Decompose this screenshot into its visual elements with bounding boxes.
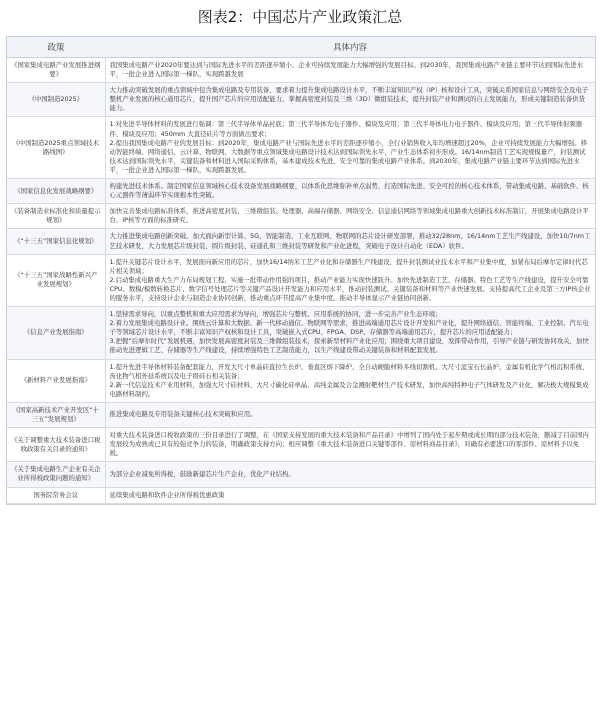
- policy-content-line: 为部分企业减免所得税，鼓励新建芯片生产企业，优化产业结构。: [109, 469, 295, 478]
- table-row: [7, 254, 595, 306]
- table-row: [7, 402, 595, 427]
- policy-table: [7, 37, 595, 504]
- policy-content-cell: [105, 117, 595, 179]
- page-title: 图表2：中国芯片产业政策汇总: [197, 8, 403, 26]
- policy-content-line: 延续集成电路和软件企业所得税优惠政策: [109, 490, 225, 499]
- policy-content-line: 2.新一代信息技术产业用材料，加强大尺寸硅材料、大尺寸碳化硅单晶、高纯金属及合金溅射靶材生产技术研发，加快高纯特种电子气体研发及产业化，解决极大规模集成电路材料制约。: [109, 380, 589, 398]
- policy-content-line: 1.坚持需求导向，以重点整机和重大应用需求为导向，增强芯片与整机、应用系统的协同，进一步完善产业生态环境；: [109, 310, 442, 319]
- header-content: 具体内容: [105, 37, 595, 58]
- policy-content-cell: [105, 359, 595, 402]
- policy-content-cell: [105, 229, 595, 254]
- table-row: [7, 359, 595, 402]
- table-row: [7, 487, 595, 503]
- policy-content-line: 2.提出我国集成电路产业的发展目标：到2020年，集成电路产业与国际先进水平的差距逐步缩小，全行业销售收入年均增速超过20%，企业可持续发展能力大幅增强。移动智能终端、网络通信、云计算、物联网、大数据等重点领域集成电路设计技术达到国际领先水平，产业生态体系初步形成。16/14nm制造工艺实现规模量产，封装测试技术达到国际领先水平，关键装备和材料进入国际采购体系，基本建成技术先进、安全可靠的集成电路产业体系。到2030年，集成电路产业链主要环节达到国际先进水平，一批企业进入国际第一梯队，实现跨越发展。: [109, 138, 588, 174]
- policy-name-cell: 《国家信息化发展战略纲要》: [7, 179, 105, 204]
- table-row: [7, 462, 595, 487]
- table-row: [7, 179, 595, 204]
- policy-content-line: 加快完善集成电路标准体系，推进高密度封装、三维微组装、处理器、高端存储器、网络安全、信息通信网络等领域集成电路重大创新技术标准制订，开展集成电路设计平台、IP核等方面的标准研究。: [109, 207, 589, 225]
- policy-name-cell: 《装备制造业标准化和质量提示规划》: [7, 204, 105, 229]
- table-row: [7, 428, 595, 462]
- policy-name-cell: 《关于集成电路生产企业有关企业所得税政策问题的通知》: [7, 462, 105, 487]
- policy-content-line: 3.把握“后摩尔时代”发展机遇，加快发展高密度封装及三维微组装技术，探索新型材料产业化应用；围绕重大项目建设，发挥带动作用，引导产业链与研发协同攻关，加快推动先进逻辑工艺、存储器等生产线建设，持续增强特色工艺制造能力，以生产线建设带动关键装备和材料配套发展。: [109, 337, 589, 355]
- policy-content-cell: [105, 462, 595, 487]
- table-row: [7, 204, 595, 229]
- policy-name-cell: 《国家集成电路产业发展推进纲要》: [7, 58, 105, 83]
- policy-content-cell: [105, 58, 595, 83]
- policy-content-line: 大力推动突破发展的重点领域中包含集成电路及专用装备，要求着力提升集成电路设计水平，不断丰富知识产权（IP）核和设计工具，突破关系国家信息与网络安全及电子整机产业发展的核心通用芯片，提升国产芯片的应用适配能力，掌握高密度封装及三维（3D）微组装技术，提升封装产业和测试的自主发展能力，形成关键制造装备供货能力。: [109, 86, 589, 113]
- policy-name-cell: 《新材料产业发展指南》: [7, 359, 105, 402]
- policy-content-cell: [105, 83, 595, 117]
- policy-name-cell: 《中国制造2025重点领域技术路线图》: [7, 117, 105, 179]
- policy-name-cell: 《信息产业发展指南》: [7, 307, 105, 359]
- table-row: [7, 83, 595, 117]
- policy-content-line: 2.着力发展集成电路设计业。围绕云计算和大数据、新一代移动通信、物联网等需求，推进高端通用芯片设计开发和产业化，提升网络通信、智能终端、工业控制、汽车电子等领域芯片设计水平，不断丰富知识产权核和设计工具，突破嵌入式CPU、FPGA、DSP、存储器等高端通用芯片，提升芯片的应用适配能力；: [109, 319, 589, 337]
- policy-content-cell: [105, 402, 595, 427]
- table-header-row: [7, 37, 595, 58]
- policy-name-cell: 《中国制造2025》: [7, 83, 105, 117]
- policy-content-cell: [105, 179, 595, 204]
- policy-content-line: 1.对先进半导体材料的发展进行强调：第三代半导体单晶衬底；第三代半导体光电子器件、模块及应用；第三代半导体电力电子器件、模块及应用；第三代半导体射频器件、模块及应用；450mm 大直径硅片等方面做出要求；: [109, 120, 583, 138]
- policy-content-line: 1.提升先进半导体材料装备配套能力，开发大尺寸单晶硅直拉生长炉、垂直区熔下降炉、全自动硬脆材料多线切割机、大尺寸蓝宝石长晶炉、金属有机化学气相沉积系统、齿化物气相外延系统以及电子级硅石相关装备；: [109, 362, 589, 380]
- policy-content-cell: [105, 254, 595, 306]
- table-row: [7, 58, 595, 83]
- policy-content-line: 对重大技术装备进口税收政策的三份目录进行了调整，在《国家支持发展的重大技术装备和产品目录》中增列了国内处于起步期或成长期的部分技术装备，删减了目前国内发展较为成熟或已具有较强竞争力的装备，明确政策支持方向；相应调整《重大技术装备进口关键零部件、原材料商品目录》，对确有必要进口的零部件、原材料予以免税。: [109, 431, 589, 458]
- policy-content-line: 1.提升关键芯片设计水平，发展面向新应用的芯片，加快16/14纳米工艺产业化和存储器生产线建设，提升封装测试业技术水平和产业集中度，加紧布局后摩尔定律时代芯片相关领域；: [109, 257, 588, 275]
- table-row: [7, 229, 595, 254]
- policy-content-cell: [105, 307, 595, 359]
- policy-content-cell: [105, 487, 595, 503]
- policy-name-cell: 《“十三五”国家战略性新兴产业发展规划》: [7, 254, 105, 306]
- table-row: [7, 307, 595, 359]
- policy-content-line: 2.启动集成电路重大生产力布局规划工程，实施一批带动作用强的项目，推动产业能力实现快速跃升。加快先进制造工艺、存储器、特色工艺等生产线建设，提升安全可靠CPU、数模/模数转换芯片、数字信号处理芯片等关键产品设计开发能力和应用水平，推动封装测试、关键装备和材料等产业快速发展。支持提高代工企业及第三方IP核企业的服务水平，支持设计企业与制造企业协同创新，推动重点环节提高产业集中度。推动半导体显示产业链协同创新。: [109, 275, 591, 302]
- policy-content-line: 我国集成电路产业2020年要达到与国际先进水平的差距逐步缩小、企业可持续发展能力大幅增强的发展目标。到2030年，我国集成电路产业链主要环节达到国际先进水平，一批企业进入国际第一梯队，实现跨越发展: [109, 61, 583, 79]
- policy-table-container: [6, 36, 596, 505]
- policy-content-cell: [105, 204, 595, 229]
- table-body: [7, 58, 595, 504]
- table-row: [7, 117, 595, 179]
- policy-content-cell: [105, 428, 595, 462]
- policy-name-cell: 国务院常务会议: [7, 487, 105, 503]
- policy-name-cell: 《“十三五”国家信息化规划》: [7, 229, 105, 254]
- policy-name-cell: 《关于调整重大技术装备进口税收政策有关目录的通知》: [7, 428, 105, 462]
- policy-name-cell: 《国家高新技术产业开发区“十三五”发展规划》: [7, 402, 105, 427]
- policy-content-line: 推进集成电路及专用装备关键核心技术突破和应用。: [109, 410, 257, 419]
- policy-content-line: 大力推进集成电路创新突破。加大面向新型计算、5G、智能制造、工业互联网、物联网的芯片设计研发部署，推动32/28nm、16/14nm工艺生产线建设，加快10/7nm工艺技术研发，大力发展芯片级封装、圆片级封装、硅通孔和三维封装等研发和产业化进程，突破电子设计自动化（EDA）软件。: [109, 232, 591, 250]
- header-policy: 政策: [7, 37, 105, 58]
- policy-content-line: 构建先进技术体系。制定国家信息领域核心技术设备发展战略纲要，以体系化思维弥补单点弱势，打造国际先进、安全可控的核心技术体系，带动集成电路、基础软件、核心元器件等薄弱环节实现根本性突破。: [109, 182, 589, 200]
